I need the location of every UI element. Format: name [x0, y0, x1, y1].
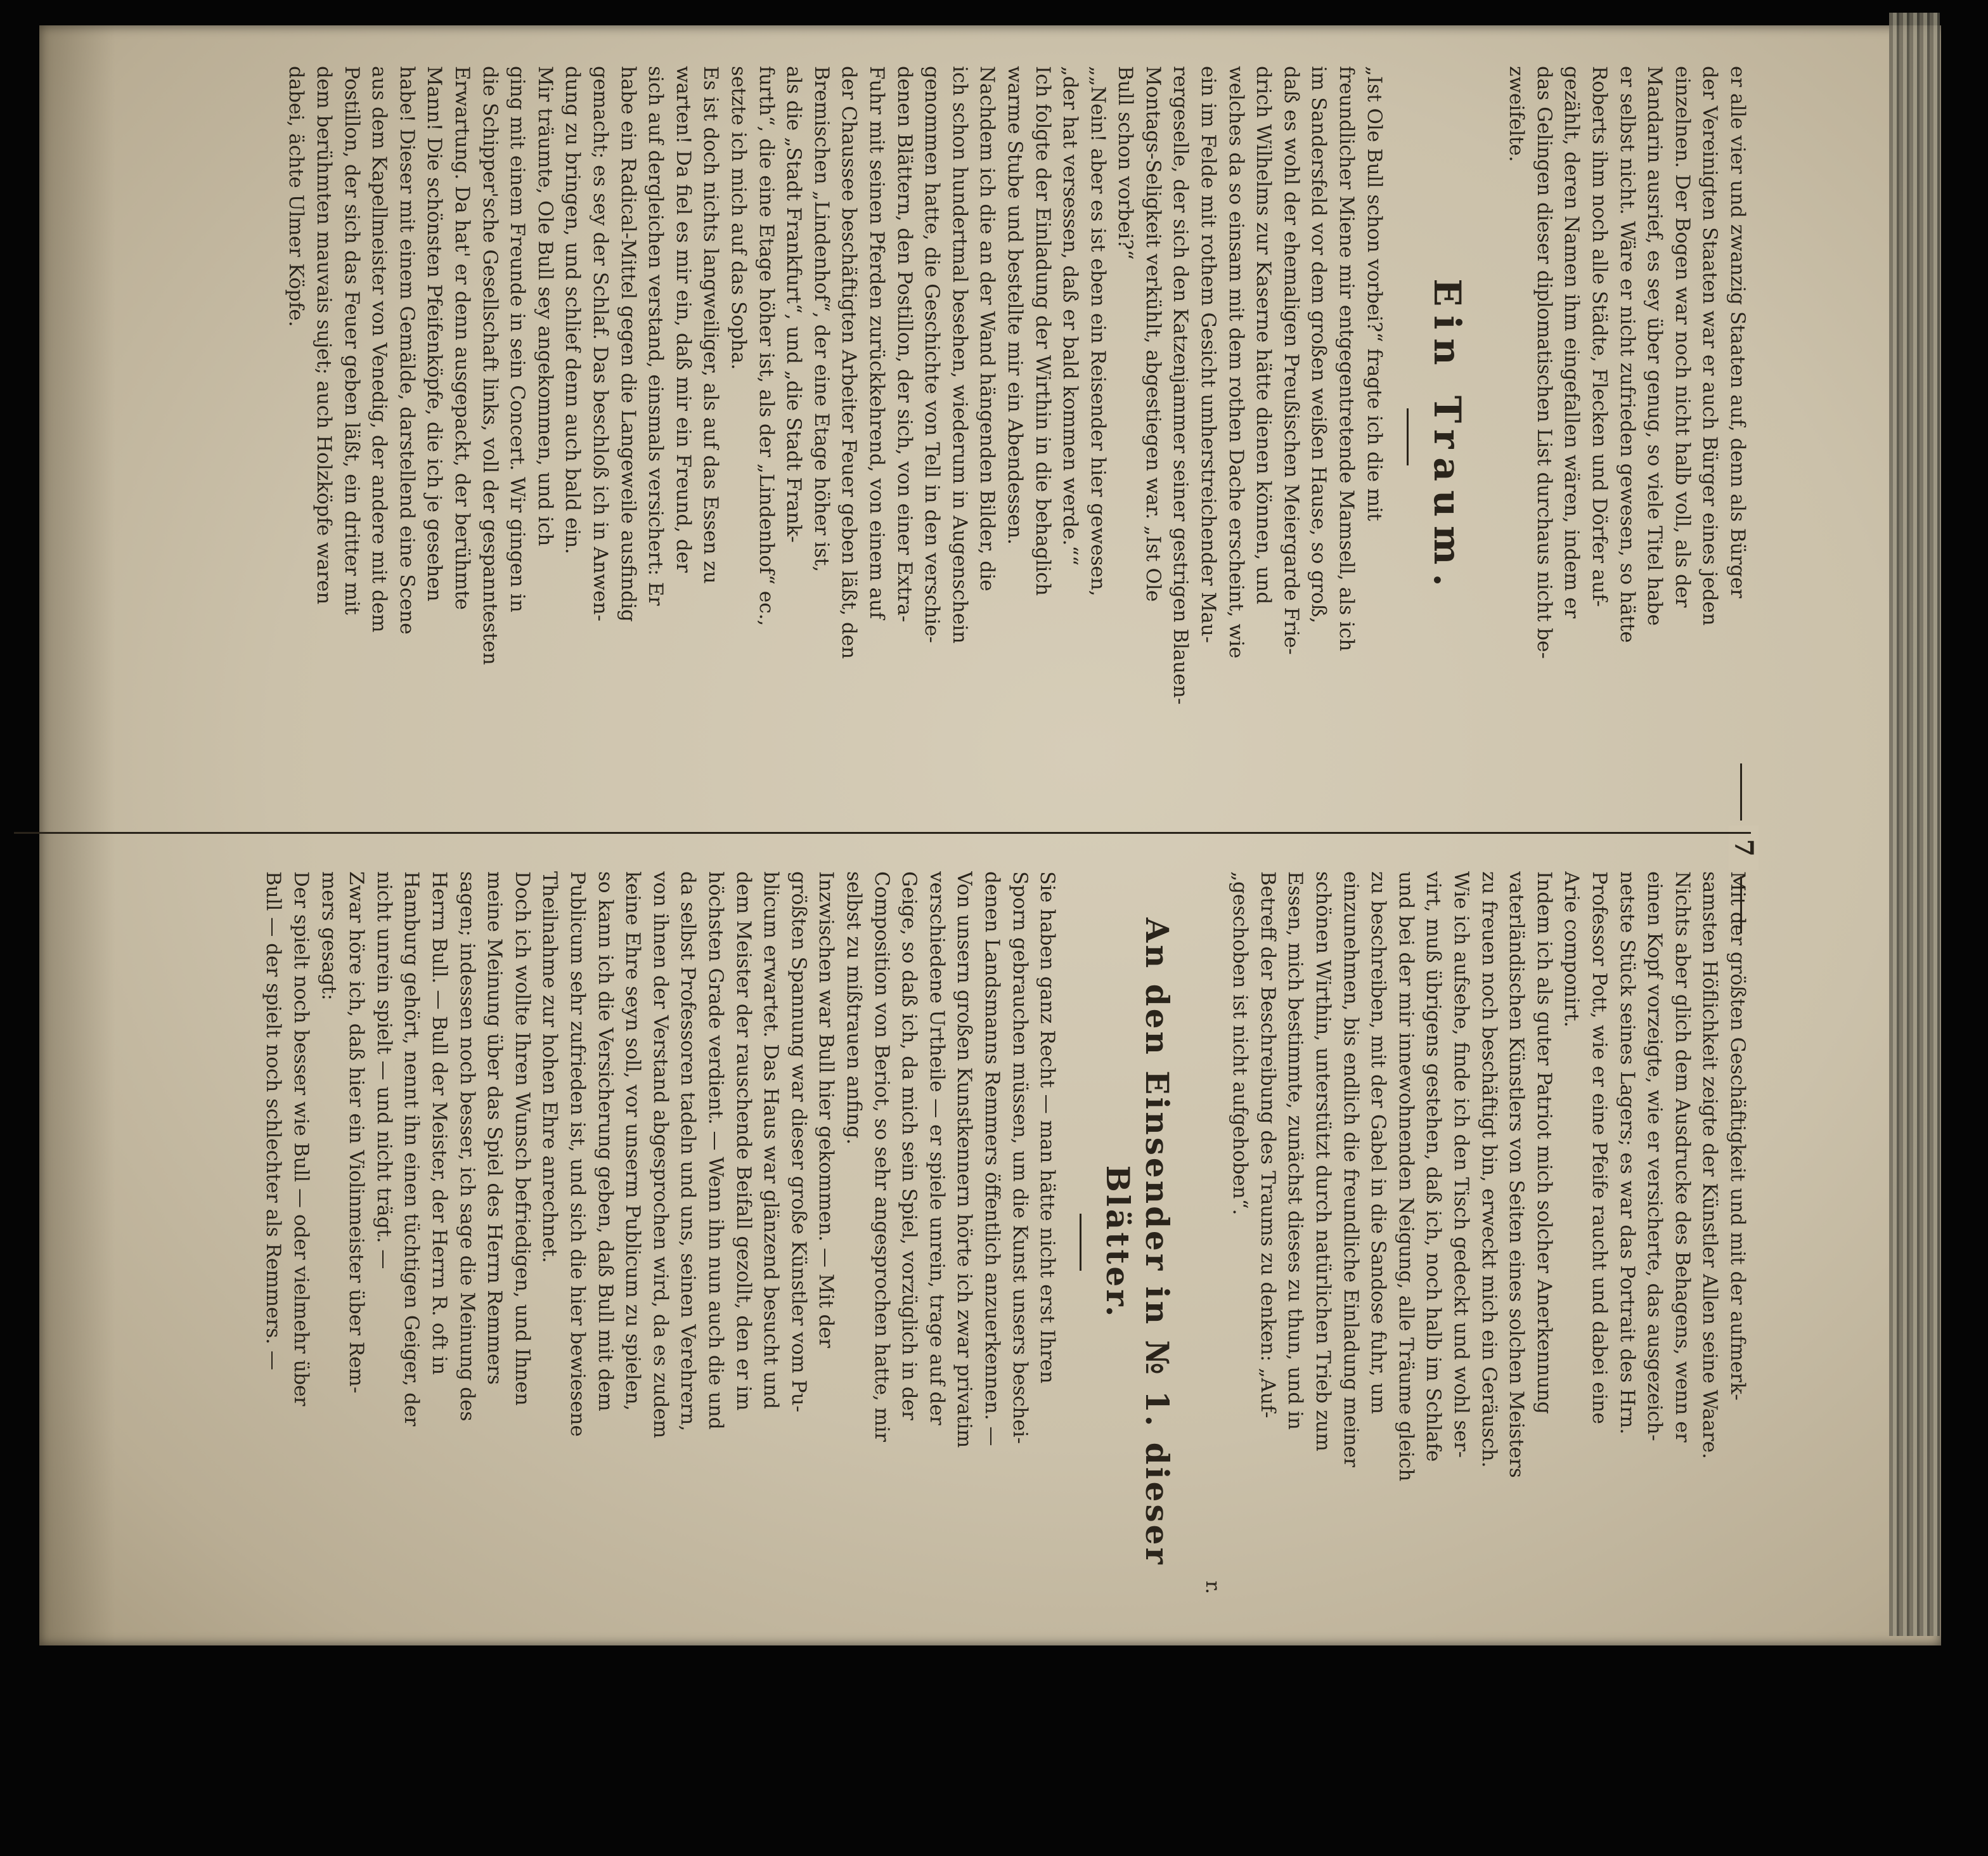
text-line: sagen; indessen noch besser, ich sage die Meinung des: [455, 871, 479, 1422]
text-line: Bremischen „Lindenhof“, der eine Etage höher ist,: [810, 66, 833, 573]
left-column: [282, 66, 1751, 808]
text-line: meine Meinung über das Spiel des Herrn Remmers: [483, 871, 507, 1385]
text-line: verschiedene Urtheile — er spiele unrein, trage auf der: [925, 871, 948, 1425]
text-line: samsten Höflichkeit zeigte der Künstler Allen seine Waare.: [1698, 871, 1722, 1459]
text-line: er alle vier und zwanzig Staaten auf, denn als Bürger: [1726, 66, 1749, 599]
text-line: „geschoben ist nicht aufgehoben“.: [1229, 871, 1252, 1216]
text-line: rergeselle, der sich den Katzenjammer seiner gestrigen Blauen-: [1169, 66, 1192, 705]
text-line: mers gesagt:: [317, 871, 340, 1001]
right-column: [259, 871, 1751, 1613]
text-line: ich schon hundertmal besehen, wiederum in Augenschein: [948, 66, 971, 644]
text-line: Ich folgte der Einladung der Wirthin in die behaglich: [1031, 66, 1054, 596]
text-line: dabei, ächte Ulmer Köpfe.: [285, 66, 308, 327]
text-line: „der hat versessen, daß er bald kommen werde.““: [1059, 66, 1082, 566]
article-body-ein-traum: [282, 66, 1388, 808]
text-line: Hamburg gehört, nennt ihn einen tüchtigen Geiger, der: [400, 871, 423, 1427]
heading-rule: [1407, 408, 1409, 465]
text-line: Von unsern großen Kunstkennern hörte ich zwar privatim: [953, 871, 976, 1448]
text-line: vaterländischen Künstlers von Seiten eines solchen Meisters: [1505, 871, 1528, 1478]
text-line: denen Landsmanns Remmers öffentlich anzuerkennen. —: [980, 871, 1004, 1446]
text-line: Montags-Seligkeit verkühlt, abgestiegen war. „Ist Ole: [1141, 66, 1165, 602]
column-divider: [14, 832, 1751, 834]
page-number: 7: [1729, 826, 1759, 870]
text-line: zu freuen noch beschäftigt bin, erweckt mich ein Geräusch.: [1477, 871, 1501, 1468]
text-line: dem Meister der rauschende Beifall gezollt, den er im: [732, 871, 755, 1411]
text-line: furth“, die eine Etage höher ist, als der „Lindenhof“ ec.,: [754, 66, 778, 626]
text-line: der Chaussee beschäftigten Arbeiter Feuer geben läßt, den: [837, 66, 861, 659]
text-line: aus dem Kapellmeister von Venedig, der andere mit dem: [368, 66, 391, 633]
text-line: Sporn gebrauchen müssen, um die Kunst unsers beschei-: [1008, 871, 1031, 1444]
text-line: zweifelte.: [1505, 66, 1528, 162]
text-line: als die „Stadt Frankfurt“, und „die Stadt Frank-: [782, 66, 806, 543]
text-line: Herrn Bull. — Bull der Meister, der Herrn R. oft in: [428, 871, 451, 1375]
rotated-page: [1, 41, 1759, 1651]
text-line: von ihnen der Verstand abgesprochen wird, da es zudem: [649, 871, 672, 1439]
text-line: Doch ich wollte Ihren Wunsch befriedigen, und Ihnen: [510, 871, 534, 1406]
text-line: sich auf dergleichen verstand, einsmals versichert: Er: [644, 66, 668, 606]
text-line: gezählt, deren Namen ihm eingefallen wären, indem er: [1560, 66, 1584, 619]
text-line: er selbst nicht. Wäre er nicht zufrieden gewesen, so hätte: [1615, 66, 1639, 643]
text-line: Mir träumte, Ole Bull sey angekommen, und ich: [533, 66, 557, 547]
left-column-continuation: [1502, 66, 1751, 808]
text-line: Roberts ihm noch alle Städte, Flecken und Dörfer auf-: [1588, 66, 1611, 607]
text-line: Erwartung. Da hat' er denn ausgepackt, der berühmte: [451, 66, 474, 610]
text-line: Theilnahme zur hohen Ehre anrechnet.: [538, 871, 562, 1263]
article-body-an-den-einsender: [259, 871, 1061, 1613]
text-line: ging mit einem Freunde in sein Concert. Wir gingen in: [506, 66, 529, 613]
text-line: Wie ich aufsehe, finde ich den Tisch gedeckt und wohl ser-: [1450, 871, 1473, 1458]
text-line: höchsten Grade verdient. — Wenn ihn nun auch die und: [704, 871, 727, 1430]
text-line: das Gelingen dieser diplomatischen List durchaus nicht be-: [1532, 66, 1556, 659]
page-edges: [1889, 13, 1940, 1636]
text-line: daß es wohl der ehemaligen Preußischen Meiergarde Frie-: [1279, 66, 1303, 655]
text-line: Inzwischen war Bull hier gekommen. — Mit der: [815, 871, 838, 1348]
text-line: freundlicher Miene mir entgegentretende Mamsell, als ich: [1335, 66, 1359, 652]
text-line: „Ist Ole Bull schon vorbei?“ fragte ich die mit: [1362, 66, 1386, 521]
heading-rule: [1080, 1214, 1081, 1271]
text-line: Mit der größten Geschäftigkeit und mit der aufmerk-: [1726, 871, 1749, 1401]
text-line: virt, muß übrigens gestehen, daß ich, noch halb im Schlafe: [1422, 871, 1445, 1462]
text-line: Essen, mich bestimmte, zunächst dieses zu thun, und in: [1284, 871, 1307, 1430]
text-line: Betreff der Beschreibung des Traums zu denken: „Auf-: [1256, 871, 1279, 1418]
text-line: setzte ich mich auf das Sopha.: [727, 66, 750, 370]
text-line: so kann ich die Versicherung geben, daß Bull mit dem: [593, 871, 617, 1411]
text-line: zu beschreiben, mit der Gabel in die Sandose fuhr, um: [1367, 871, 1390, 1415]
text-line: dem berühmten mauvais sujet; auch Holzköpfe waren: [313, 66, 336, 605]
text-line: einen Kopf vorzeigte, wie er versicherte, das ausgezeich-: [1643, 871, 1667, 1441]
text-line: Postillon, der sich das Feuer geben läßt, ein dritter mit: [340, 66, 363, 615]
text-line: gemacht; es sey der Schlaf. Das beschloß ich in Anwen-: [589, 66, 612, 621]
text-line: Der spielt noch besser wie Bull — oder vielmehr über: [290, 871, 313, 1406]
text-line: Arie componirt.: [1560, 871, 1584, 1028]
text-line: ein im Felde mit rothem Gesicht umherstreichender Mau-: [1197, 66, 1220, 644]
text-line: Bull schon vorbei?“: [1114, 66, 1137, 260]
text-line: der Vereinigten Staaten war er auch Bürger eines jeden: [1698, 66, 1722, 626]
text-line: selbst zu mißtrauen anfing.: [842, 871, 865, 1145]
text-line: Indem ich als guter Patriot mich solcher Anerkennung: [1532, 871, 1556, 1414]
text-line: blicum erwartet. Das Haus war glänzend besucht und: [759, 871, 783, 1410]
text-line: die Schipper'sche Gesellschaft links, voll der gespanntesten: [478, 66, 501, 665]
text-line: warme Stube und bestellte mir ein Abendessen.: [1003, 66, 1026, 545]
text-line: denen Blättern, den Postillon, der sich, von einer Extra-: [893, 66, 916, 623]
text-line: da selbst Professoren tadeln und uns, seinen Verehrern,: [676, 871, 700, 1432]
text-line: dung zu bringen, und schlief denn auch bald ein.: [561, 66, 584, 555]
text-line: Publicum sehr zufrieden ist, und sich die hier bewiesene: [566, 871, 590, 1437]
text-line: welches da so einsam mit dem rothen Dache erscheint, wie: [1224, 66, 1248, 659]
text-line: genommen hatte, die Geschichte von Tell in den verschie-: [920, 66, 944, 644]
text-line: Fuhr mit seinen Pferden zurückkehrend, von einem auf: [865, 66, 888, 620]
article-heading-an-den-einsender: An den Einsender in № 1. dieser Blätter.: [1099, 918, 1177, 1567]
text-line: und bei der mir innewohnenden Neigung, alle Träume gleich: [1394, 871, 1417, 1482]
text-line: drich Wilhelms zur Kaserne hätte dienen können, und: [1252, 66, 1275, 605]
text-line: einzelnen. Der Bogen war noch nicht halb voll, als der: [1670, 66, 1694, 608]
text-line: größten Spannung war dieser große Künstler vom Pu-: [787, 871, 810, 1413]
text-line: Bull — der spielt noch schlechter als Remmers. —: [262, 871, 285, 1370]
text-line: habe! Dieser mit einem Gemälde, darstellend eine Scene: [395, 66, 418, 635]
article-signature: r.: [1201, 1580, 1224, 1594]
text-line: im Sandersfeld vor dem großen weißen Hause, so groß,: [1307, 66, 1331, 624]
text-line: Composition von Beriot, so sehr angesprochen hatte, mir: [870, 871, 893, 1442]
text-line: „„Nein! aber es ist eben ein Reisender hier gewesen,: [1086, 66, 1109, 597]
text-line: schönen Wirthin, unterstützt durch natürlichen Trieb zum: [1312, 871, 1335, 1452]
right-column-continuation: [1226, 871, 1751, 1613]
text-line: Zwar höre ich, daß hier ein Violinmeister über Rem-: [345, 871, 368, 1394]
text-line: Nichts aber glich dem Ausdrucke des Behagens, wenn er: [1670, 871, 1694, 1443]
text-line: Sie haben ganz Recht — man hätte nicht erst Ihren: [1036, 871, 1059, 1384]
text-line: Mann! Die schönsten Pfeifenköpfe, die ich je gesehen: [423, 66, 446, 602]
text-line: warten! Da fiel es mir ein, daß mir ein Freund, der: [671, 66, 695, 573]
text-line: keine Ehre seyn soll, vor unserm Publicum zu spielen,: [621, 871, 645, 1411]
text-line: nicht unrein spielt — und nicht trägt. —: [372, 871, 396, 1269]
text-line: Geige, so daß ich, da mich sein Spiel, vorzüglich in der: [898, 871, 921, 1420]
text-line: einzunehmen, bis endlich die freundliche Einladung meiner: [1339, 871, 1362, 1467]
text-line: netste Stück seines Lagers; es war das Portrait des Hrn.: [1615, 871, 1639, 1435]
text-line: Professor Pott, wie er eine Pfeife raucht und dabei eine: [1588, 871, 1611, 1424]
text-line: Es ist doch nichts langweiliger, als auf das Essen zu: [699, 66, 723, 584]
text-line: habe ein Radical-Mittel gegen die Langeweile ausfindig: [616, 66, 640, 622]
article-heading-ein-traum: Ein Traum.: [1425, 278, 1469, 595]
text-line: Mandarin ausrief, es sey über genug, so viele Titel habe: [1643, 66, 1667, 626]
text-line: Nachdem ich die an der Wand hängenden Bilder, die: [976, 66, 999, 592]
